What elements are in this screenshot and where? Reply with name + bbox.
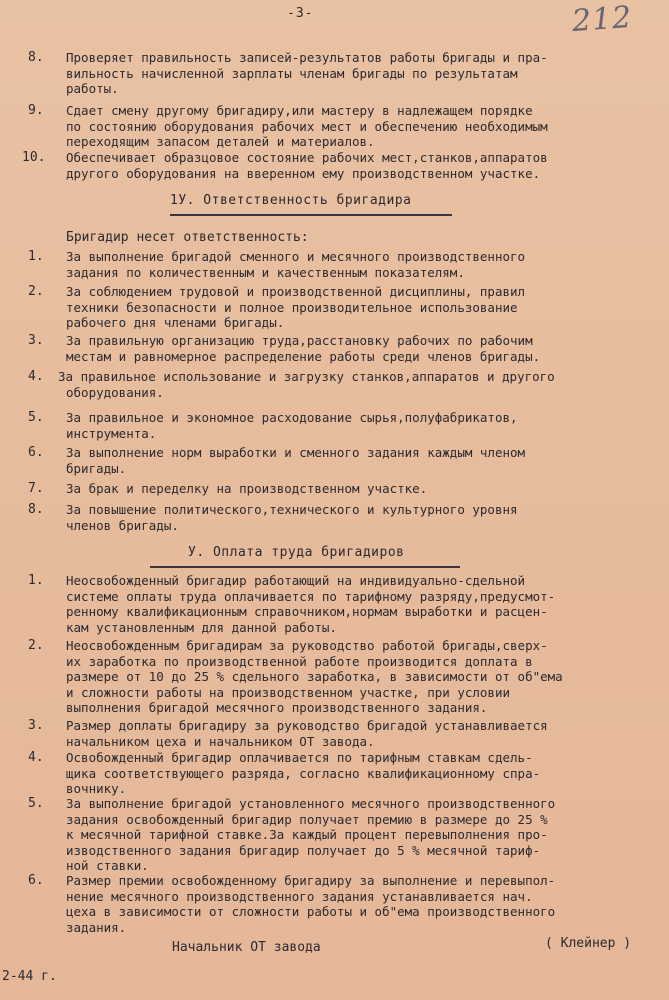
wage-item-4: Освобожденный бригадир оплачивается по тарифным ставкам сдель- щика соответствующего разряда, согласно квалификационному спра- вочнику. bbox=[66, 750, 541, 796]
wage-item-3: Размер доплаты бригадиру за руководство бригадой устанавливается начальником цеха и начальником ОТ завода. bbox=[66, 718, 548, 749]
heading-underline bbox=[170, 214, 452, 216]
section-heading-responsibility: 1У. Ответственность бригадира bbox=[170, 193, 412, 208]
item-number: 1. bbox=[28, 249, 44, 264]
item-number: 8. bbox=[28, 502, 44, 517]
item-number: 6. bbox=[28, 873, 44, 888]
item-number: 3. bbox=[28, 718, 44, 733]
wage-item-1: Неосвобожденный бригадир работающий на индивидуально-сдельной системе оплаты труда оплачивается по тарифному разряду,предусмот- ренному квалификационным справочником,нормам выработки и расцен- кам установленным для данной работы. bbox=[66, 573, 556, 635]
item-number: 3. bbox=[28, 333, 44, 348]
duty-item-10: Обеспечивает образцовое состояние рабочих мест,станков,аппаратов другого оборудования на вверенном ему производственном участке. bbox=[66, 150, 548, 181]
item-number: 5. bbox=[28, 796, 44, 811]
item-number: 8. bbox=[28, 50, 44, 65]
responsibility-item-2: За соблюдением трудовой и производственной дисциплины, правил техники безопасности и полное производительное использование рабочего дня членами бригады. bbox=[66, 284, 526, 330]
item-number: 10. bbox=[22, 150, 46, 165]
responsibility-item-4: За правильное использование и загрузку станков,аппаратов и другого оборудования. bbox=[58, 369, 555, 400]
responsibility-intro: Бригадир несет ответственность: bbox=[66, 230, 309, 245]
date-fragment: 2-44 г. bbox=[2, 969, 57, 984]
wage-item-5: За выполнение бригадой установленного месячного производственного задания освобожденный бригадир получает премию в размере до 25 % к месячной тарифной ставке.За каждый процент перевыполнения про- изводственного задания бригадир получает до 5 % месячной тариф- ной ставки. bbox=[66, 796, 556, 873]
signature-title: Начальник ОТ завода bbox=[172, 940, 321, 955]
item-number: 7. bbox=[28, 481, 44, 496]
responsibility-item-3: За правильную организацию труда,расстановку рабочих по рабочим местам и равномерное распределение работы среди членов бригады. bbox=[66, 333, 541, 364]
wage-item-6: Размер премии освобожденному бригадиру за выполнение и перевыпол- нение месячного производственного задания устанавливается нач. цеха в зависимости от сложности работы и об"ема производственного задания. bbox=[66, 873, 556, 935]
duty-item-9: Сдает смену другому бригадиру,или мастеру в надлежащем порядке по состоянию оборудования рабочих мест и обеспечению необходимым переходящим запасом деталей и материалов. bbox=[66, 103, 548, 149]
item-number: 2. bbox=[28, 284, 44, 299]
signature-name: ( Клейнер ) bbox=[545, 936, 632, 951]
item-number: 6. bbox=[28, 445, 44, 460]
handwritten-page-number: 212 bbox=[570, 0, 634, 40]
heading-underline bbox=[150, 566, 460, 568]
item-number: 1. bbox=[28, 573, 44, 588]
responsibility-item-5: За правильное и экономное расходование сырья,полуфабрикатов, инструмента. bbox=[66, 410, 518, 441]
wage-item-2: Неосвобожденным бригадирам за руководство работой бригады,сверх- их заработка по производственной работе производится доплата в размере от 10 до 25 % сдельного заработка, в зависимости от об"ема и сложности работы на производственном участке, при условии выполнения бригадой месячного производственного задания. bbox=[66, 638, 563, 715]
responsibility-item-1: За выполнение бригадой сменного и месячного производственного задания по количественным и качественным показателям. bbox=[66, 249, 526, 280]
responsibility-item-7: За брак и переделку на производственном участке. bbox=[66, 481, 428, 496]
section-heading-wages: У. Оплата труда бригадиров bbox=[188, 545, 405, 560]
responsibility-item-8: За повышение политического,технического и культурного уровня членов бригады. bbox=[66, 502, 518, 533]
page-number: -3- bbox=[287, 6, 314, 21]
item-number: 9. bbox=[28, 103, 44, 118]
item-number: 4. bbox=[28, 750, 44, 765]
duty-item-8: Проверяет правильность записей-результатов работы бригады и пра- вильность начисленной зарплаты членам бригады по результатам работы. bbox=[66, 50, 548, 96]
item-number: 4. bbox=[28, 369, 44, 384]
item-number: 2. bbox=[28, 638, 44, 653]
responsibility-item-6: За выполнение норм выработки и сменного задания каждым членом бригады. bbox=[66, 445, 526, 476]
item-number: 5. bbox=[28, 410, 44, 425]
